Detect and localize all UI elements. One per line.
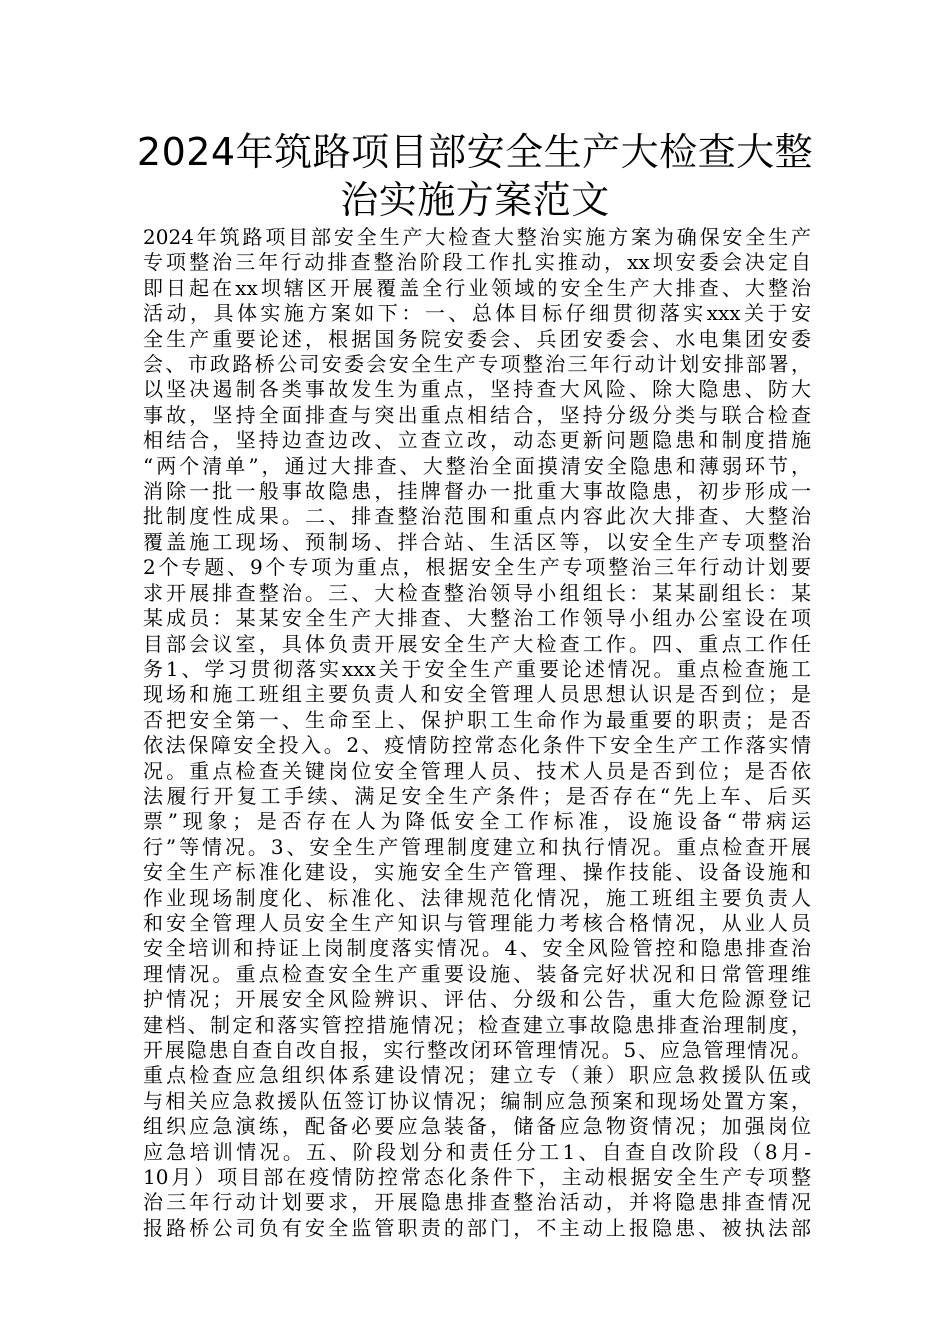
body-line: 活动，具体实施方案如下：一、总体目标仔细贯彻落实xxx关于安 xyxy=(143,301,811,326)
body-line: 以坚决遏制各类事故发生为重点，坚持查大风险、除大隐患、防大 xyxy=(143,377,811,402)
body-line: 覆盖施工现场、预制场、拌合站、生活区等，以安全生产专项整治 xyxy=(143,529,811,554)
body-line: 治三年行动计划要求，开展隐患排查整治活动，并将隐患排查情况 xyxy=(143,1190,811,1215)
body-line: 否把安全第一、生命至上、保护职工生命作为最重要的职责；是否 xyxy=(143,707,811,732)
body-line: “两个清单”，通过大排查、大整治全面摸清安全隐患和薄弱环节， xyxy=(143,453,811,478)
body-line: 目部会议室，具体负责开展安全生产大检查工作。四、重点工作任 xyxy=(143,631,811,656)
body-line: 求开展排查整治。三、大检查整治领导小组组长：某某副组长：某 xyxy=(143,580,811,605)
body-line: 批制度性成果。二、排查整治范围和重点内容此次大排查、大整治 xyxy=(143,504,811,529)
body-line: 行”等情况。3、安全生产管理制度建立和执行情况。重点检查开展 xyxy=(143,834,811,859)
body-line: 会、市政路桥公司安委会安全生产专项整治三年行动计划安排部署， xyxy=(143,352,811,377)
body-line: 务1、学习贯彻落实xxx关于安全生产重要论述情况。重点检查施工 xyxy=(143,656,811,681)
body-line: 应急培训情况。五、阶段划分和责任分工1、自查自改阶段（8月- xyxy=(143,1139,811,1164)
body-line: 某成员：某某安全生产大排查、大整治工作领导小组办公室设在项 xyxy=(143,606,811,631)
body-line: 和安全管理人员安全生产知识与管理能力考核合格情况，从业人员 xyxy=(143,910,811,935)
document-body xyxy=(143,225,811,1241)
body-line: 作业现场制度化、标准化、法律规范化情况，施工班组主要负责人 xyxy=(143,885,811,910)
body-line: 即日起在xx坝辖区开展覆盖全行业领域的安全生产大排查、大整治 xyxy=(143,275,811,300)
body-line: 报路桥公司负有安全监管职责的部门，不主动上报隐患、被执法部 xyxy=(143,1215,811,1240)
body-line: 相结合，坚持边查边改、立查立改，动态更新问题隐患和制度措施 xyxy=(143,428,811,453)
body-line: 10月）项目部在疫情防控常态化条件下，主动根据安全生产专项整 xyxy=(143,1165,811,1190)
body-line: 安全培训和持证上岗制度落实情况。4、安全风险管控和隐患排查治 xyxy=(143,936,811,961)
body-line: 护情况；开展安全风险辨识、评估、分级和公告，重大危险源登记 xyxy=(143,987,811,1012)
body-line: 重点检查应急组织体系建设情况；建立专（兼）职应急救援队伍或 xyxy=(143,1063,811,1088)
body-line: 消除一批一般事故隐患，挂牌督办一批重大事故隐患，初步形成一 xyxy=(143,479,811,504)
body-line: 理情况。重点检查安全生产重要设施、装备完好状况和日常管理维 xyxy=(143,961,811,986)
body-line: 全生产重要论述，根据国务院安委会、兵团安委会、水电集团安委 xyxy=(143,326,811,351)
body-line: 依法保障安全投入。2、疫情防控常态化条件下安全生产工作落实情 xyxy=(143,733,811,758)
document-title xyxy=(100,128,850,224)
body-line: 开展隐患自查自改自报，实行整改闭环管理情况。5、应急管理情况。 xyxy=(143,1038,811,1062)
body-line: 安全生产标准化建设，实施安全生产管理、操作技能、设备设施和 xyxy=(143,860,811,885)
body-line: 事故，坚持全面排查与突出重点相结合，坚持分级分类与联合检查 xyxy=(143,402,811,427)
title-line-1: 2024年筑路项目部安全生产大检查大整 xyxy=(136,130,814,174)
body-line: 2个专题、9个专项为重点，根据安全生产专项整治三年行动计划要 xyxy=(143,555,811,580)
body-line: 组织应急演练，配备必要应急装备，储备应急物资情况；加强岗位 xyxy=(143,1114,811,1139)
body-line: 专项整治三年行动排查整治阶段工作扎实推动，xx坝安委会决定自 xyxy=(143,250,811,275)
body-line: 现场和施工班组主要负责人和安全管理人员思想认识是否到位；是 xyxy=(143,682,811,707)
body-line: 建档、制定和落实管控措施情况；检查建立事故隐患排查治理制度， xyxy=(143,1012,811,1037)
body-line: 与相关应急救援队伍签订协议情况；编制应急预案和现场处置方案， xyxy=(143,1088,811,1113)
body-line: 票”现象；是否存在人为降低安全工作标准，设施设备“带病运 xyxy=(143,809,811,834)
body-line: 况。重点检查关键岗位安全管理人员、技术人员是否到位；是否依 xyxy=(143,758,811,783)
body-line: 2024年筑路项目部安全生产大检查大整治实施方案为确保安全生产 xyxy=(143,225,811,249)
title-line-2: 治实施方案范文 xyxy=(340,178,610,222)
body-line: 法履行开复工手续、满足安全生产条件；是否存在“先上车、后买 xyxy=(143,783,811,808)
